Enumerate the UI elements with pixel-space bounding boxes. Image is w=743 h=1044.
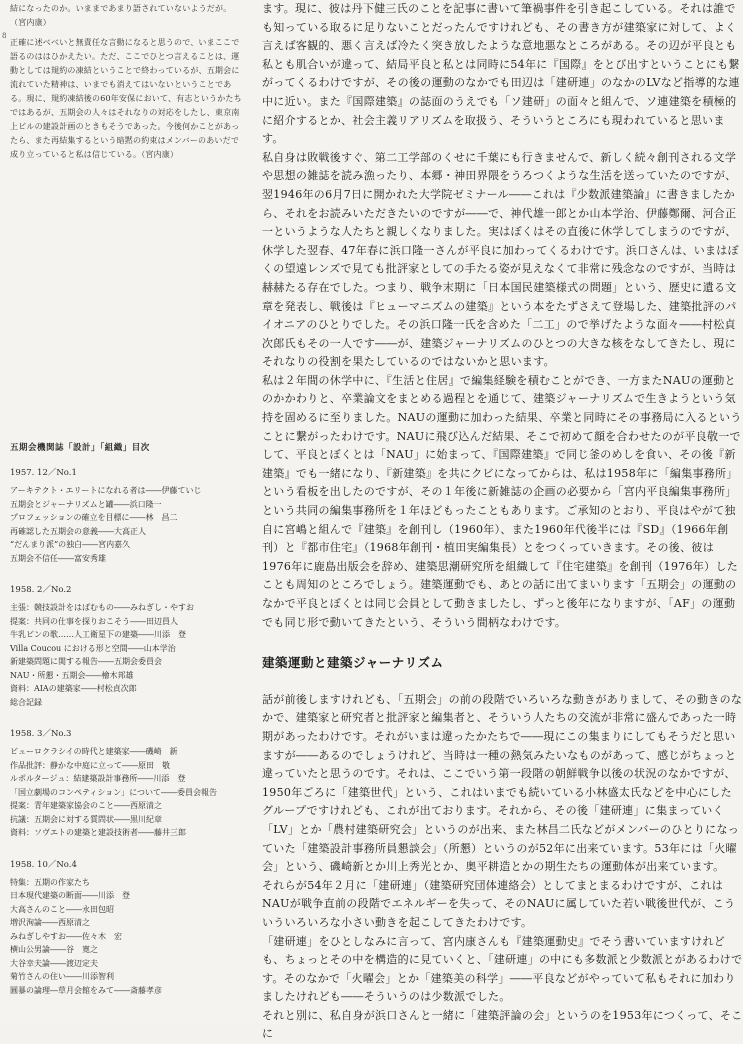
issue-number: 1958. 10／No.4 [10,859,77,870]
toc-entry: ビューロクラシイの時代と建築家――磯崎 新 [10,747,178,756]
body-paragraph: 私自身は敗戦後すぐ、第二工学部のくせに千葉にも行きませんで、新しく続々創刊される文学や思想の雑誌を読み漁ったり、本郷・神田界隈をうろつくような生活を送っていたのですが、翌1946年の6月7日に開かれた大学院ゼミナール――これは『少数派建築論』に書きましたから、それをお読みいただきたいのですが――で、神代雄一郎とか山本学治、伊藤鄭爾、河合正一というような人たちと親しくなりました。実はぼくはその直後に休学してしまうのですが、休学した翌春、47年春に浜口隆一さんが平良に加わってくるわけです。浜口さんは、いまはぼくの望遠レンズで見ても批評家としての手たる姿が見えなくて非常に残念なのですが、当時は赫赫たる存在でした。つまり、戦争末期に「日本国民建築様式の問題」という、歴史に遺る文章を発表し、戦後は『ヒューマニズムの建築』という本をたずさえて登場した、建築批評のパイオニアのひとりでした。その浜口隆一氏を含めた「二工」ので挙げたような面々――村松貞次郎氏もその一人です――が、建築ジャーナリズムのひとつの大きな核をなしてきたし、現にそれなりの役割を果たしているのではないかと思います。 [262,150,739,369]
body-paragraph: それらが54年２月に「建研連」（建築研究団体連絡会）としてまとまるわけですが、これはNAUが戦争直前の段階でエネルギーを失って、そのNAUに属していた若い戦後世代が、こういういろいろな小さい動きを起こしてきたわけです。 [262,878,736,929]
toc-issues [10,467,242,997]
issue-number: 1957. 12／No.1 [10,468,77,478]
toc-entry: ルポルタージュ：結建築設計事務所――川添 登 [10,774,186,783]
toc-title: 五期会機関誌「設計」「組織」目次 [10,443,150,453]
section-heading: 建築運動と建築ジャーナリズム [262,655,444,671]
body-paragraph: 私は２年間の休学中に、『生活と住居』で編集経験を積むことができ、一方またNAUの運動とのかかわりと、卒業論文をまとめる過程とを通じて、建築ジャーナリズムで生きようという気持を固めるに至りました。NAUの運動に加わった結果、卒業と同時にその事務局に入るということに繋がったわけです。NAUに飛び込んだ結果、そこで初めて顔を合わせたのが平良敬一でして、平良とぼくとは「NAU」に始まって、『国際建築』で同じ釜のめしを食い、その後『新建築』でも一緒になり、『新建築』を共にクビになってからは、私は1958年に「編集事務所」という看板を出したのですが、その１年後に新雑誌の企画の必要から「宮内平良編集事務所」という共同の編集事務所を１年ほどもったこともあります。ご承知のとおり、平良はやがて独自に宮嶋と組んで『建築』を創刊し（1960年）、また1960年代後半には『SD』（1966年創刊）と『都市住宅』（1968年創刊・植田実編集長）とをつくっていきます。その後、彼は1976年に鹿島出版会を辞め、建築思潮研究所を組織して『住宅建築』を創刊（1976年）したことも周知のところでしょう。建築運動でも、あとの話に出てまいります「五期会」の運動のなかで平良とぼくとは同じ会員として動きましたし、ずっと後年になりますが、「AF」の運動でも同じ形で動いてきたという、そういう間柄なわけです。 [262,373,742,629]
toc-entry: 圓暴の論理―草月会館をみて――斎藤孝彦 [10,985,162,995]
note-paragraph-2: 正確に述べべいと無責任な言動になると思うので、いまここで語るのははひかえたい。ただ、ここでひとつ言えることは、運動としては規約の凍結ということで終わっているが、五期会に流れていた精神は、いまでも消えてはいないということである。現に、規約凍結後の60年安保において、有志というかたちではあるが、五期会の人々はそれなりの対応をしたし、東京南上ビルの建設計画のときもそうであった。今後何かことがあったら、また再結集するという暗黙の約束はメンバーのあいだで成り立っていると私は信じている。（宮内康） [10,38,242,159]
toc-entry: 資料：ソヴエトの建築と建設技術者――藤井三郎 [10,828,186,837]
body-paragraph: 話が前後しますけれども、「五期会」の前の段階でいろいろな動きがありまして、その動きのなかで、建築家と研究者と批評家と編集者と、そういう人たちの交流が非常に盛んであった一時期があったわけです。それがいまは違ったかたちで――現にこの集まりにしてもそうだと思いますが――あるのでしょうけれど、当時は一種の熱気みたいなものがあって、感じがちょっと違っていたと思うのです。それは、ここでいう第一段階の朝鮮戦争以後の状況のなかですが、1950年ごろに「建築世代」という、これはいまでも続いている小林盛太氏などを中心にしたグループですけれども、これが出ております。それから、その後「建研連」に集まっていく「LV」とか「農村建築研究会」というのが出来、また林昌二氏などがメンバーのひとりになっていた「建築設計事務所員懇談会」（所懇）というのが52年に出来ています。53年には「火曜会」という、磯崎新とか川上秀光とか、奥平耕造とかの期生たちの運動体が出来ています。 [262,692,743,874]
margin-mark: 8 [2,32,7,40]
toc-entry: 牛乳ビンの歌……人工衛星下の建築――川添 登 [10,630,186,639]
toc-entry: 総合記録 [10,697,42,707]
body-paragraph: 「建研連」をひとしなみに言って、宮内康さんも『建築運動史』でそう書いていますけれども、ちょっとその中を構造的に見ていくと、「建研連」の中にも多数派と少数派とがあるわけです。そのなかで「火曜会」とか「建築美の科学」――平良などがやっていて私もそれに加わりましたけれども――そういうのは少数派でした。 [262,934,743,1004]
main-text [262,0,743,1044]
toc-entry: 提案：共同の仕事を探りおこそう――田辺員人 [10,616,178,626]
toc-entry: 主張：競技設計をはばむもの――みねぎし・やすお [10,603,194,612]
toc-entry: 横山公男論――谷 寛之 [10,945,98,954]
toc-entry: 増沢洵論――西原清之 [10,918,90,927]
body-paragraph: ます。現に、彼は丹下健三氏のことを記事に書いて筆禍事件を引き起こしている。それは誰でも知っている取るに足りないことだったんですけれども、その書き方が建築家に対して、よく言えば客観的、悪く言えば冷たく突き放したような意地悪なところがある。その辺が平良とも私とも肌合いが違って、結局平良と私とは同時に54年に『国際』をとび出すということにも繋がってくるわけですが、その後の運動のなかでも田辺は「建研連」のなかのLVなど指導的な連中に近い。また『国際建築』の誌面のうえでも「ソ建研」の面々と組んで、ソ連建築を積極的に紹介するとか、社会主義リアリズムを取扱う、そういうところにも現われていると思います。 [262,2,740,146]
toc-entry: Villa Coucou における形と空間――山本学治 [10,643,176,653]
toc-entry: 日本現代建築の断面――川添 登 [10,891,130,900]
toc-entry: 資料：AIAの建築家――村松貞次郎 [10,684,137,693]
toc-entry: 大谷幸夫論――渡辺定夫 [10,958,98,968]
toc-entry: 新建築問題に関する報告――五期会委員会 [10,657,162,666]
main-paragraphs-1 [262,0,743,632]
main-paragraphs-2 [262,691,743,1044]
toc-entry: 再確認した五期会の意義――大高正人 [10,526,146,536]
toc-entry: 五期会不信任――富安秀雄 [10,553,106,563]
body-paragraph: それと別に、私自身が浜口さんと一緒に「建築評論の会」というのを1953年につくって、そこに [262,1008,743,1041]
toc-entry: 作品批評：静かな中庭に立って――原田 敬 [10,760,170,770]
issue-number: 1958. 3／No.3 [10,729,72,739]
toc-entry: 五期会とジャーナリズムと罐――浜口隆一 [10,499,162,509]
toc-issue [10,467,242,565]
toc-entry: 菊竹さんの住い――川添智利 [10,972,114,981]
toc-entry: NAU・所懇・五期会――檜木邦雄 [10,670,134,680]
issue-number: 1958. 2／No.2 [10,585,72,595]
toc-entry: 大高さんのこと――永田包昭 [10,904,114,914]
toc-entry: 「国立劇場のコンペティション」について――委員会報告 [10,787,218,797]
left-note [10,2,242,162]
table-of-contents [10,441,242,1016]
toc-entry: 特集：五期の作家たち [10,877,90,887]
toc-entry: 抗議：五期会に対する質問状――黒川紀章 [10,814,162,824]
toc-issue [10,728,242,840]
toc-entry: 提案：青年建築家協会のこと――西原清之 [10,801,162,810]
note-paragraph-1: 結になったのか。いままであまり語されていないようだが。（宮内康） [10,4,232,27]
toc-entry: プロフェッションの確立を目標に――林 昌二 [10,513,178,522]
toc-entry: みねぎしやすお――佐々木 宏 [10,931,122,941]
toc-entry: “だんまり派”の独白――宮内嘉久 [10,540,131,549]
toc-issue [10,859,242,998]
toc-entry: アーキテクト・エリートになれる者は――伊藤ていじ [10,486,202,495]
toc-issue [10,584,242,709]
